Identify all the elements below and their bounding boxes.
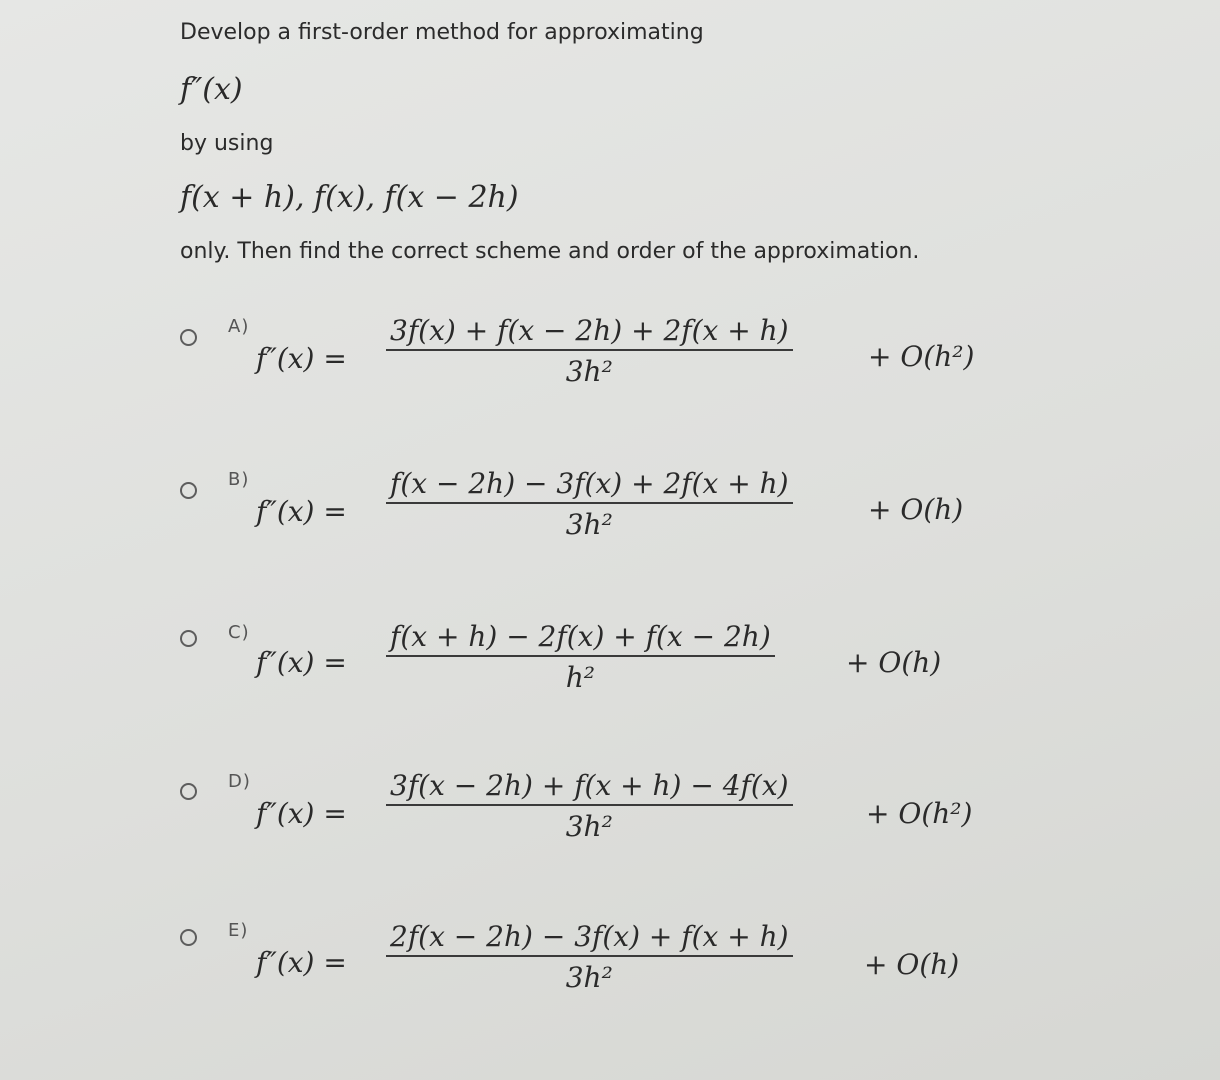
option-d-radio[interactable] bbox=[180, 783, 197, 800]
question-sample-points: f(x + h), f(x), f(x − 2h) bbox=[180, 180, 519, 215]
option-c-fraction-bar bbox=[386, 655, 775, 657]
option-c-fraction bbox=[386, 620, 775, 694]
option-d-lhs: f″(x) = bbox=[256, 797, 347, 830]
option-c-lhs: f″(x) = bbox=[256, 646, 347, 679]
option-c-letter: C) bbox=[228, 622, 250, 643]
option-a-fraction-bar bbox=[386, 349, 793, 351]
option-c-denominator: h² bbox=[565, 661, 595, 694]
option-c[interactable] bbox=[178, 620, 1078, 720]
question-intro: Develop a first-order method for approximating bbox=[180, 20, 704, 45]
option-e-letter: E) bbox=[228, 920, 249, 941]
option-b-radio[interactable] bbox=[180, 482, 197, 499]
option-d-fraction bbox=[386, 769, 793, 843]
option-a-error-term: + O(h²) bbox=[868, 340, 975, 373]
option-a-numerator: 3f(x) + f(x − 2h) + 2f(x + h) bbox=[390, 314, 789, 347]
option-d-denominator: 3h² bbox=[565, 810, 613, 843]
option-e-radio[interactable] bbox=[180, 929, 197, 946]
option-d-error-term: + O(h²) bbox=[866, 797, 973, 830]
option-b-letter: B) bbox=[228, 469, 250, 490]
option-e-numerator: 2f(x − 2h) − 3f(x) + f(x + h) bbox=[390, 920, 789, 953]
option-b-fraction-bar bbox=[386, 502, 793, 504]
option-c-error-term: + O(h) bbox=[846, 646, 942, 679]
option-c-radio[interactable] bbox=[180, 630, 197, 647]
option-a[interactable] bbox=[178, 312, 1078, 412]
question-by-using: by using bbox=[180, 131, 274, 156]
option-b-denominator: 3h² bbox=[565, 508, 613, 541]
option-e[interactable] bbox=[178, 920, 1078, 1020]
option-b-fraction bbox=[386, 467, 793, 541]
question-instruction: only. Then find the correct scheme and order of the approximation. bbox=[180, 239, 920, 264]
option-e-fraction-bar bbox=[386, 955, 793, 957]
option-d-fraction-bar bbox=[386, 804, 793, 806]
option-a-lhs: f″(x) = bbox=[256, 342, 347, 375]
option-b-error-term: + O(h) bbox=[868, 493, 964, 526]
option-a-letter: A) bbox=[228, 316, 250, 337]
option-c-numerator: f(x + h) − 2f(x) + f(x − 2h) bbox=[390, 620, 771, 653]
option-e-lhs: f″(x) = bbox=[256, 946, 347, 979]
option-d-letter: D) bbox=[228, 771, 251, 792]
option-d[interactable] bbox=[178, 767, 1078, 867]
option-e-fraction bbox=[386, 920, 793, 994]
option-b-lhs: f″(x) = bbox=[256, 495, 347, 528]
option-b-numerator: f(x − 2h) − 3f(x) + 2f(x + h) bbox=[390, 467, 789, 500]
question-target-expression: f″(x) bbox=[180, 72, 243, 107]
option-e-denominator: 3h² bbox=[565, 961, 613, 994]
option-a-radio[interactable] bbox=[180, 329, 197, 346]
option-a-fraction bbox=[386, 314, 793, 388]
option-a-denominator: 3h² bbox=[565, 355, 613, 388]
option-e-error-term: + O(h) bbox=[864, 948, 960, 981]
option-d-numerator: 3f(x − 2h) + f(x + h) − 4f(x) bbox=[390, 769, 789, 802]
option-b[interactable] bbox=[178, 465, 1078, 565]
